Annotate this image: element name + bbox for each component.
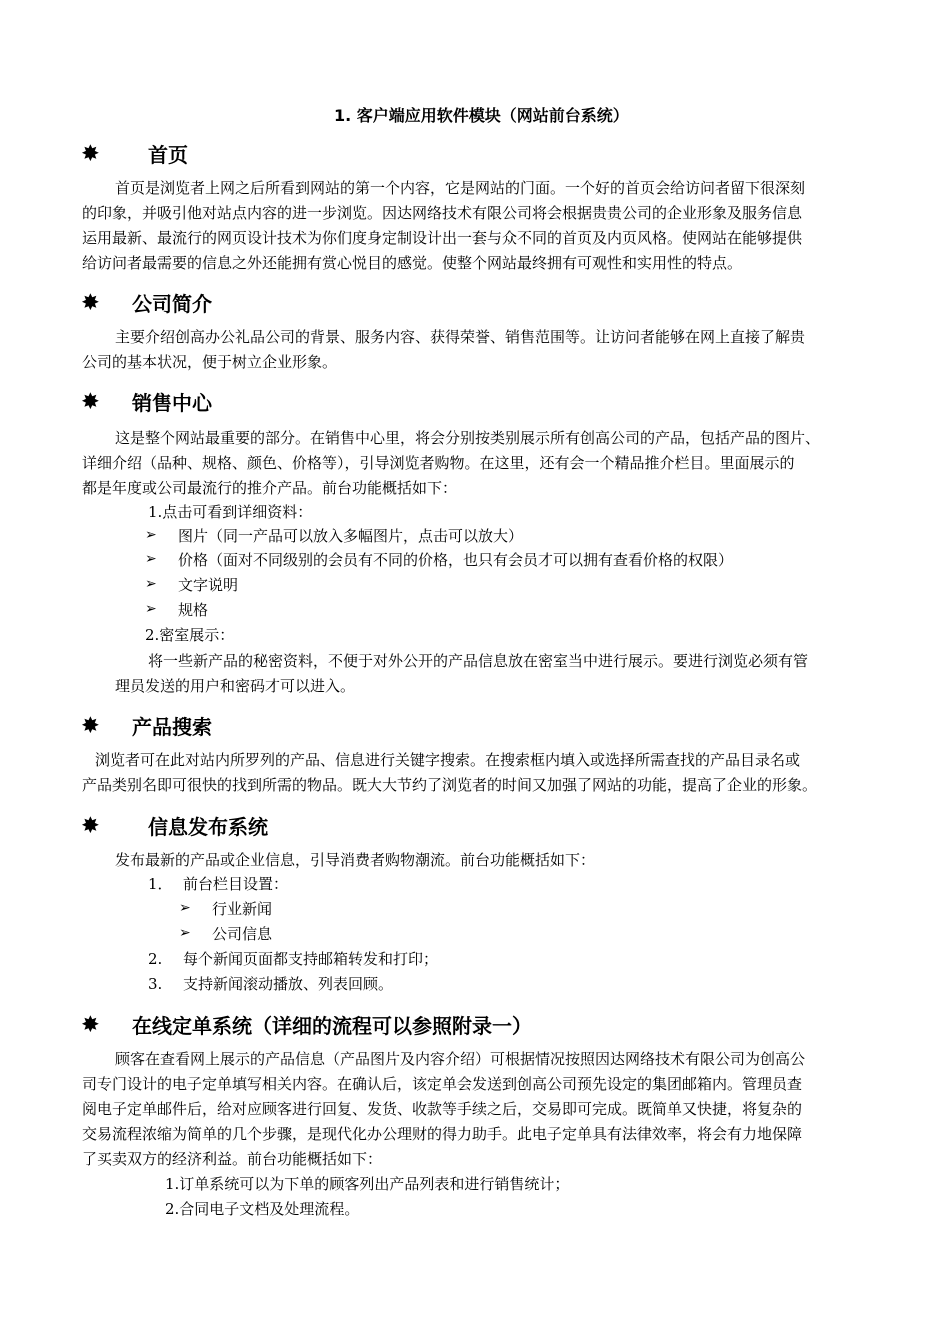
list-item: 规格 [178,601,209,619]
arrow-bullet-icon: ➢ [145,527,157,543]
bullet-star-icon: ✸ [82,713,99,737]
list-item: 前台栏目设置： [183,875,289,893]
paragraph-line: 首页是浏览者上网之后所看到网站的第一个内容，它是网站的门面。一个好的首页会给访问者留下很深刻 [115,179,806,197]
paragraph-line: 公司的基本状况，便于树立企业形象。 [82,353,338,371]
paragraph-line: 阅电子定单邮件后，给对应顾客进行回复、发货、收款等手续之后，交易即可完成。既简单又快捷，将复杂的 [82,1100,803,1118]
paragraph-line: 这是整个网站最重要的部分。在销售中心里，将会分别按类别展示所有创高公司的产品，包括产品的图片、 [115,429,821,447]
list-item: 每个新闻页面都支持邮箱转发和打印； [183,950,439,968]
paragraph-line: 交易流程浓缩为简单的几个步骤，是现代化办公理财的得力助手。此电子定单具有法律效率，将会有力地保障 [82,1125,803,1143]
list-item: 文字说明 [178,576,239,594]
paragraph-line: 发布最新的产品或企业信息，引导消费者购物潮流。前台功能概括如下： [115,851,596,869]
section-heading-sales: 销售中心 [132,391,212,415]
document-title: 1. 客户端应用软件模块（网站前台系统） [334,106,629,125]
paragraph-line: 产品类别名即可很快的找到所需的物品。既大大节约了浏览者的时间又加强了网站的功能，提高了企业的形象。 [82,776,818,794]
bullet-star-icon: ✸ [82,290,99,314]
list-item: 图片（同一产品可以放入多幅图片，点击可以放大） [178,527,524,545]
bullet-star-icon: ✸ [82,389,99,413]
section-heading-orders: 在线定单系统（详细的流程可以参照附录一） [132,1014,532,1038]
section-heading-about: 公司简介 [132,292,212,316]
paragraph-line: 浏览者可在此对站内所罗列的产品、信息进行关键字搜索。在搜索框内填入或选择所需查找的产品目录名或 [95,751,801,769]
list-number: 3. [148,975,163,993]
paragraph-line: 主要介绍创高办公礼品公司的背景、服务内容、获得荣誉、销售范围等。让访问者能够在网上直接了解贵 [115,328,806,346]
paragraph-line: 顾客在查看网上展示的产品信息（产品图片及内容介绍）可根据情况按照因达网络技术有限公司为创高公 [115,1050,806,1068]
sub-heading: 2.密室展示： [145,626,235,644]
arrow-bullet-icon: ➢ [179,900,191,916]
bullet-star-icon: ✸ [82,1012,99,1036]
section-heading-news: 信息发布系统 [148,815,268,839]
list-item: 价格（面对不同级别的会员有不同的价格，也只有会员才可以拥有查看价格的权限） [178,551,734,569]
sub-heading: 1.点击可看到详细资料： [148,503,313,521]
list-item: 公司信息 [212,925,273,943]
paragraph-line: 都是年度或公司最流行的推介产品。前台功能概括如下： [82,479,458,497]
list-number: 2. [148,950,163,968]
paragraph-line: 给访问者最需要的信息之外还能拥有赏心悦目的感觉。使整个网站最终拥有可观性和实用性的特点。 [82,254,743,272]
paragraph-line: 了买卖双方的经济利益。前台功能概括如下： [82,1150,383,1168]
section-heading-search: 产品搜索 [132,715,212,739]
arrow-bullet-icon: ➢ [145,601,157,617]
paragraph-line: 详细介绍（品种、规格、颜色、价格等），引导浏览者购物。在这里，还有会一个精品推介栏目。里面展示的 [82,454,795,472]
arrow-bullet-icon: ➢ [179,925,191,941]
list-item: 行业新闻 [212,900,273,918]
paragraph-line: 理员发送的用户和密码才可以进入。 [115,677,356,695]
arrow-bullet-icon: ➢ [145,576,157,592]
paragraph-line: 将一些新产品的秘密资料，不便于对外公开的产品信息放在密室当中进行展示。要进行浏览必须有管 [148,652,809,670]
paragraph-line: 的印象，并吸引他对站点内容的进一步浏览。因达网络技术有限公司将会根据贵贵公司的企业形象及服务信息 [82,204,803,222]
list-item: 1.订单系统可以为下单的顾客列出产品列表和进行销售统计； [165,1175,570,1193]
bullet-star-icon: ✸ [82,141,99,165]
paragraph-line: 运用最新、最流行的网页设计技术为你们度身定制设计出一套与众不同的首页及内页风格。使网站在能够提供 [82,229,803,247]
paragraph-line: 司专门设计的电子定单填写相关内容。在确认后，该定单会发送到创高公司预先设定的集团邮箱内。管理员查 [82,1075,803,1093]
list-item: 支持新闻滚动播放、列表回顾。 [183,975,394,993]
list-item: 2.合同电子文档及处理流程。 [165,1200,360,1218]
section-heading-home: 首页 [148,143,188,167]
bullet-star-icon: ✸ [82,813,99,837]
arrow-bullet-icon: ➢ [145,551,157,567]
list-number: 1． [148,875,173,893]
